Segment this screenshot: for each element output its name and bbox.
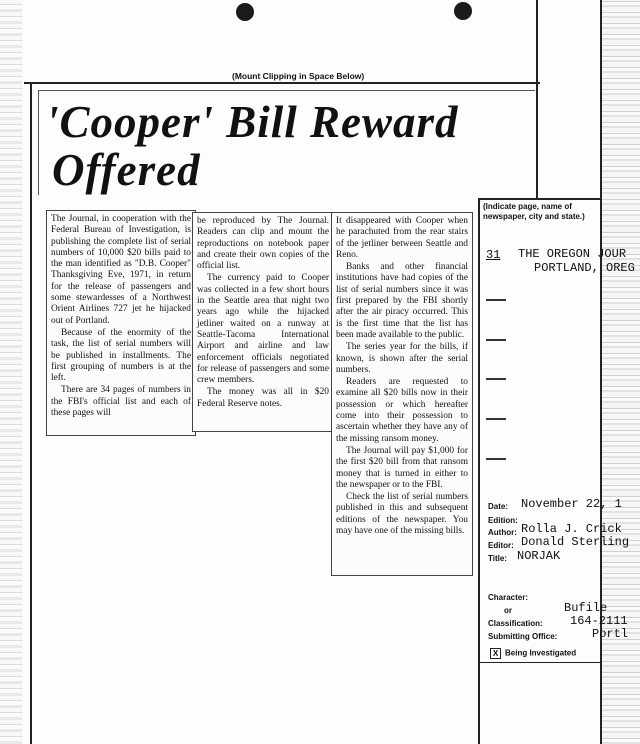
col3-paragraph-5: The Journal will pay $1,000 for the first $20 bill from that ransom money that is turned in either to the newspaper or to the FBI. [336, 445, 468, 490]
article-column-2 [192, 212, 334, 432]
article-column-3 [331, 212, 473, 576]
author-label: Author: [488, 528, 517, 537]
binder-hole-right [454, 2, 472, 20]
col1-paragraph-2: Because of the enormity of the task, the list of serial numbers will be published in installments. The first grouping of numbers is at the left. [51, 327, 191, 384]
form-blank-3 [486, 378, 506, 380]
col2-paragraph-2: The currency paid to Cooper was collected in a few short hours in the Seattle area that night two years ago while the hijacked jetliner waited on a runway at Seattle-Tacoma International Airport and airline and law enforcement officials negotiated for release of passengers and some crew members. [197, 273, 329, 386]
col3-paragraph-3: The series year for the bills, if known, is shown after the serial numbers. [336, 342, 468, 375]
mount-right-rule-upper [536, 0, 538, 200]
col3-paragraph-4: Readers are requested to examine all $20 bills now in their possession or which hereafter come into their possession to ascertain whether they have any of the missing ransom money. [336, 377, 468, 444]
col1-paragraph-1: The Journal, in cooperation with the Federal Bureau of Investigation, is publishing the complete list of serial numbers of 10,000 $20 bills paid to the man identified as "D.B. Cooper" Thanksgiving Eve, 1971, in return for the release of passengers and some stewardesses of a Northwest Orient Airlines 727 jet he hijacked out of Portland. [51, 214, 191, 326]
bufile-value: Bufile [564, 601, 608, 615]
being-investigated-label: Being Investigated [505, 648, 577, 658]
col3-paragraph-2: Banks and other financial institutions have had copies of the list of serial numbers since it was first prepared by the FBI shortly after the air piracy occurred. This is the first time that the list has been made available to the public. [336, 262, 468, 340]
author-value: Rolla J. Crick [521, 522, 622, 536]
editor-label: Editor: [488, 541, 514, 550]
or-label: or [504, 606, 512, 615]
form-blank-2 [486, 339, 506, 341]
being-investigated-checkbox[interactable]: X [490, 648, 501, 659]
form-blank-4 [486, 418, 506, 420]
col1-paragraph-3: There are 34 pages of numbers in the FBI's official list and each of these pages will [51, 385, 191, 419]
submitting-office-value: Portl [592, 627, 629, 641]
submitting-office-label: Submitting Office: [488, 632, 558, 641]
headline-line-1: 'Cooper' Bill Reward [46, 97, 459, 147]
title-value: NORJAK [517, 549, 561, 563]
left-scan-edge [0, 0, 22, 744]
article-column-1 [46, 210, 196, 436]
col3-paragraph-1: It disappeared with Cooper when he parachuted from the rear stairs of the jetliner between Seattle and Reno. [336, 216, 468, 260]
form-bottom-rule [480, 662, 600, 663]
mount-note: (Mount Clipping in Space Below) [232, 71, 365, 81]
classification-value: 164-2111 [570, 614, 628, 628]
character-label: Character: [488, 593, 529, 602]
date-value: November 22, 1 [521, 497, 622, 511]
date-label: Date: [488, 502, 509, 511]
binder-hole-left [236, 3, 254, 21]
editor-value: Donald Sterling [521, 535, 630, 549]
mount-left-rule [30, 82, 32, 744]
newspaper-name-line-1: THE OREGON JOUR [518, 247, 627, 261]
classification-label: Classification: [488, 619, 543, 628]
mount-top-rule [24, 82, 540, 84]
form-top-rule [478, 198, 602, 200]
col3-paragraph-6: Check the list of serial numbers published in this and subsequent editions of the newspaper. You may have one of the missing bills. [336, 492, 468, 537]
form-blank-5 [486, 458, 506, 460]
indicate-note: (Indicate page, name of newspaper, city and state.) [483, 202, 585, 221]
newspaper-name-line-2: PORTLAND, OREG [534, 261, 635, 275]
edition-label: Edition: [488, 516, 518, 525]
headline-line-2: Offered [52, 145, 201, 195]
col2-paragraph-1: be reproduced by The Journal. Readers can clip and mount the reproductions on notebook paper and create their own copies of the official list. [197, 216, 329, 272]
col2-paragraph-3: The money was all in $20 Federal Reserve notes. [197, 387, 329, 409]
form-blank-1 [486, 299, 506, 301]
page-number: 31 [486, 248, 501, 262]
being-investigated-row [490, 648, 576, 659]
title-label: Title: [488, 554, 507, 563]
